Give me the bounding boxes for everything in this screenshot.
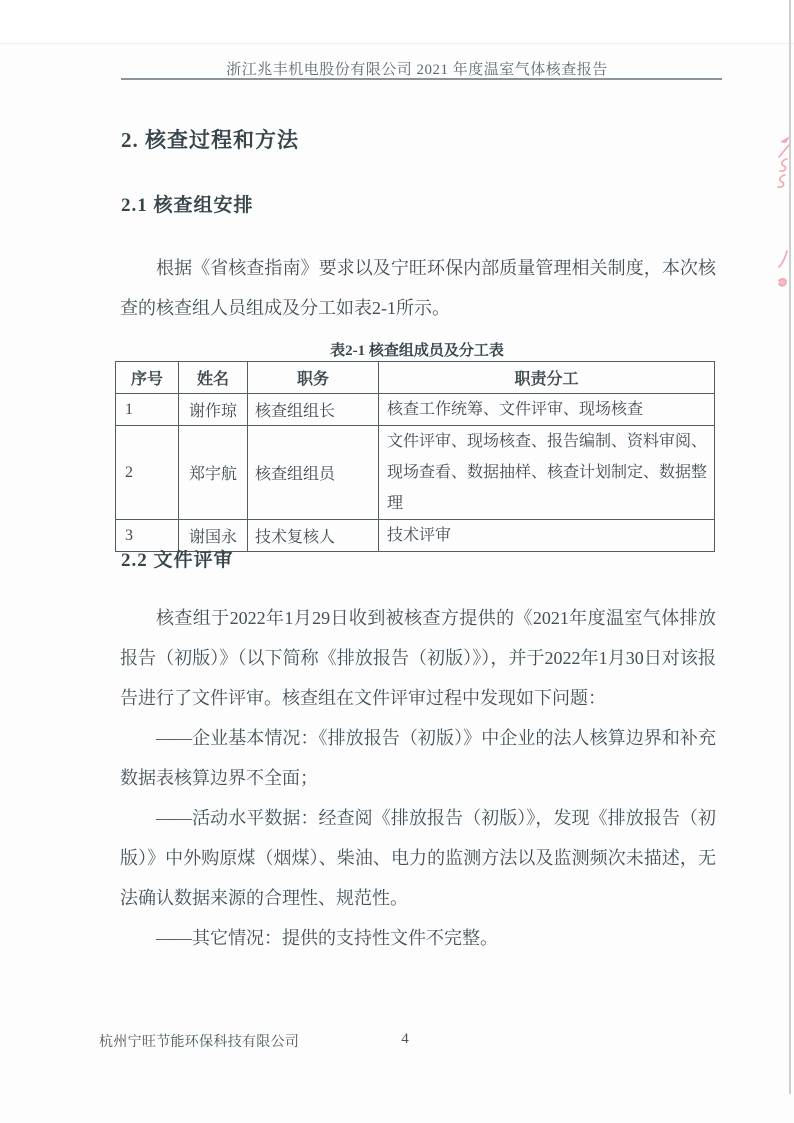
header-rule — [121, 78, 722, 80]
column-header-name: 姓名 — [179, 362, 248, 394]
column-header-role: 职务 — [248, 362, 379, 394]
cell-no: 3 — [116, 520, 179, 552]
cell-name: 谢国永 — [179, 520, 248, 552]
table-header-row — [116, 362, 715, 394]
paragraph: 核查组于2022年1月29日收到被核查方提供的《2021年度温室气体排放报告（初版）》（以下简称《排放报告（初版）》），并于2022年1月30日对该报告进行了文件评审。核查组在文件评审过程中发现如下问题： — [120, 608, 716, 708]
table-row — [116, 426, 715, 520]
column-header-no: 序号 — [116, 362, 179, 394]
cell-role: 核查组组长 — [248, 394, 379, 426]
section-2-2-heading: 2.2 文件评审 — [121, 550, 234, 571]
paragraph: ——企业基本情况：《排放报告（初版）》中企业的法人核算边界和补充数据表核算边界不全面； — [120, 728, 716, 788]
section-2-2-paragraphs — [120, 598, 716, 958]
cell-role: 核查组组员 — [248, 426, 379, 520]
page-number: 4 — [401, 1031, 409, 1047]
table-caption: 表2-1 核查组成员及分工表 — [330, 343, 504, 359]
section-2-heading: 2. 核查过程和方法 — [121, 128, 299, 152]
cell-role: 技术复核人 — [248, 520, 379, 552]
cell-duty: 技术评审 — [379, 520, 715, 552]
footer-company-name: 杭州宁旺节能环保科技有限公司 — [99, 1035, 300, 1050]
section-2-1-paragraph — [120, 248, 716, 328]
column-header-duty: 职责分工 — [379, 362, 715, 394]
paragraph: 根据《省核查指南》要求以及宁旺环保内部质量管理相关制度，本次核查的核查组人员组成及分工如表2-1所示。 — [120, 258, 716, 318]
cell-duty: 文件评审、现场核查、报告编制、资料审阅、现场查看、数据抽样、核查计划制定、数据整理 — [379, 426, 715, 520]
scan-edge-line — [789, 0, 791, 1094]
paragraph: ——其它情况：提供的支持性文件不完整。 — [156, 928, 498, 948]
cell-name: 郑宇航 — [179, 426, 248, 520]
scan-edge-band — [0, 0, 794, 44]
cell-duty: 核查工作统筹、文件评审、现场核查 — [379, 394, 715, 426]
cell-no: 1 — [116, 394, 179, 426]
section-2-1-heading: 2.1 核查组安排 — [121, 195, 254, 216]
running-header-title: 浙江兆丰机电股份有限公司 2021 年度温室气体核查报告 — [226, 62, 608, 78]
cell-name: 谢作琼 — [179, 394, 248, 426]
verification-team-table — [115, 361, 715, 552]
paragraph: ——活动水平数据：经查阅《排放报告（初版）》，发现《排放报告（初版）》中外购原煤（烟煤）、柴油、电力的监测方法以及监测频次未描述，无法确认数据来源的合理性、规范性。 — [120, 808, 716, 908]
cell-no: 2 — [116, 426, 179, 520]
table-row — [116, 394, 715, 426]
